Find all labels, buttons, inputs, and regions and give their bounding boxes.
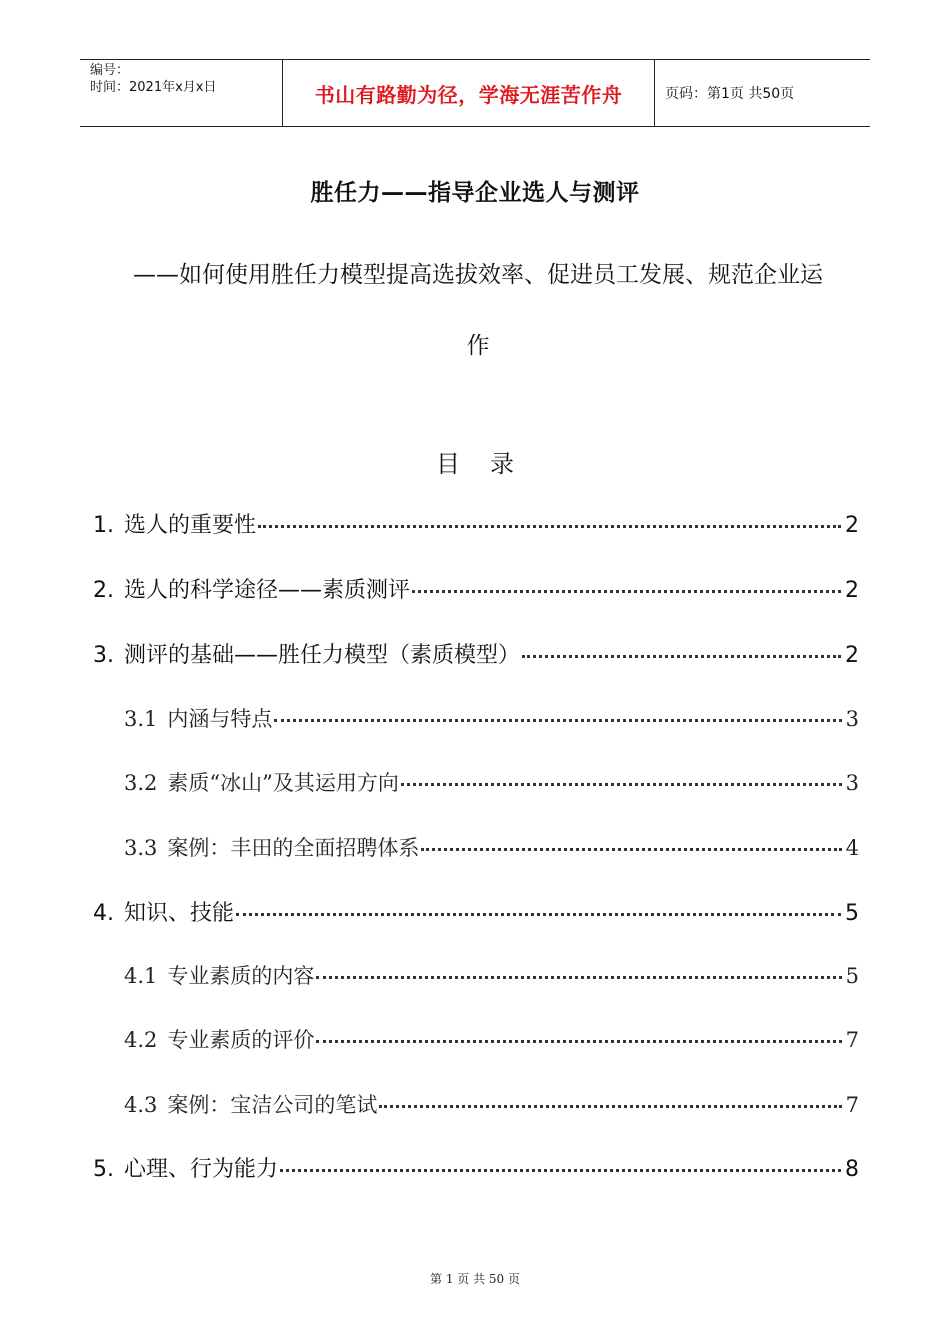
toc-entry-page: 2	[845, 513, 859, 538]
document-title: 胜任力——指导企业选人与测评	[310, 180, 640, 206]
document-subtitle	[88, 240, 868, 382]
toc-entry-page: 7	[845, 1093, 859, 1117]
toc-leader-dots	[280, 1169, 841, 1172]
toc-entry-text: 内涵与特点	[167, 707, 273, 731]
toc-leader-dots	[421, 848, 841, 851]
toc-entry[interactable]	[124, 703, 859, 733]
toc-entry-number: 3.3	[124, 836, 158, 860]
toc-entry[interactable]	[124, 960, 859, 990]
toc-leader-dots	[258, 525, 841, 528]
toc-entry[interactable]	[124, 1024, 859, 1054]
toc-entry[interactable]	[93, 896, 859, 927]
toc-entry-page: 8	[845, 1157, 859, 1182]
toc-entry-number: 4.3	[124, 1093, 158, 1117]
toc-entry[interactable]	[124, 1089, 859, 1119]
toc-entry-text: 案例：丰田的全面招聘体系	[167, 836, 420, 860]
toc-leader-dots	[316, 1040, 841, 1043]
header-motto: 书山有路勤为径，学海无涯苦作舟	[282, 60, 655, 126]
toc-entry-text: 专业素质的评价	[167, 1028, 315, 1052]
toc-entry-page: 3	[845, 707, 859, 731]
toc-entry-number: 3.1	[124, 707, 158, 731]
toc-entry-number: 4.2	[124, 1028, 158, 1052]
toc-leader-dots	[412, 590, 841, 593]
toc-leader-dots	[316, 976, 841, 979]
toc-entry-page: 2	[845, 643, 859, 668]
toc-entry-number: 3.	[93, 643, 114, 668]
toc-entry-number: 3.2	[124, 771, 158, 795]
toc-entry-text: 专业素质的内容	[167, 964, 315, 988]
toc-entry[interactable]	[93, 508, 859, 539]
toc-entry-number: 5.	[93, 1157, 114, 1182]
number-label: 编号：	[90, 63, 130, 78]
toc-leader-dots	[379, 1105, 841, 1108]
toc-entry-text: 心理、行为能力	[124, 1157, 279, 1182]
toc-entry-text: 测评的基础——胜任力模型（素质模型）	[124, 643, 521, 668]
toc-leader-dots	[401, 783, 842, 786]
document-header	[80, 59, 870, 127]
toc-entry[interactable]	[93, 1152, 859, 1183]
toc-leader-dots	[274, 719, 841, 722]
toc-entry-text: 选人的科学途径——素质测评	[124, 578, 411, 603]
toc-entry-text: 案例：宝洁公司的笔试	[167, 1093, 378, 1117]
header-page-info: 页码：第1页 共50页	[665, 86, 795, 102]
toc-entry[interactable]	[124, 767, 859, 797]
toc-entry-page: 7	[845, 1028, 859, 1052]
toc-heading	[0, 444, 950, 479]
subtitle-line-2: 作	[466, 333, 490, 359]
toc-heading-part-1: 目	[436, 450, 460, 478]
subtitle-line-1: ——如何使用胜任力模型提高选拔效率、促进员工发展、规范企业运	[133, 262, 823, 288]
toc-entry-page: 2	[845, 578, 859, 603]
toc-entry-text: 素质“冰山”及其运用方向	[167, 771, 399, 795]
toc-entry-page: 3	[845, 771, 859, 795]
toc-entry[interactable]	[93, 573, 859, 604]
toc-entry[interactable]	[124, 832, 859, 862]
toc-entry-text: 选人的重要性	[124, 513, 257, 538]
toc-entry-page: 4	[845, 836, 859, 860]
toc-heading-part-2: 录	[490, 450, 514, 478]
time-label: 时间：2021年x月x日	[90, 80, 217, 95]
toc-leader-dots	[236, 913, 841, 916]
toc-entry-page: 5	[845, 901, 859, 926]
toc-leader-dots	[522, 655, 841, 658]
toc-entry-number: 4.1	[124, 964, 158, 988]
page-footer: 第 1 页 共 50 页	[430, 1272, 520, 1286]
toc-entry-number: 2.	[93, 578, 114, 603]
toc-entry-text: 知识、技能	[124, 901, 235, 926]
toc-entry-number: 1.	[93, 513, 114, 538]
toc-entry[interactable]	[93, 638, 859, 669]
header-meta	[80, 60, 282, 126]
toc-entry-page: 5	[845, 964, 859, 988]
toc-entry-number: 4.	[93, 901, 114, 926]
